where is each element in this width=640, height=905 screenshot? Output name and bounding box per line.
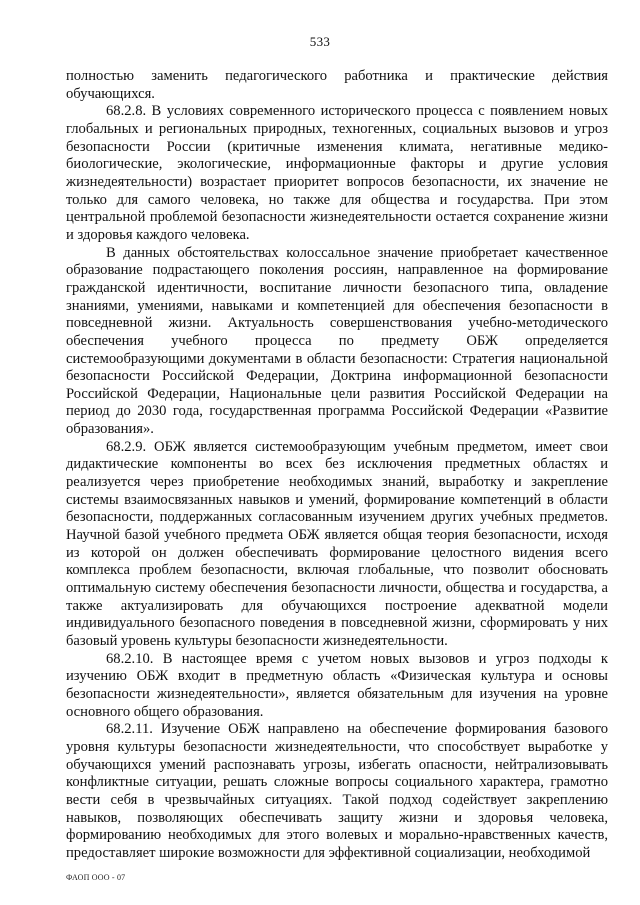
paragraph-68-2-9: 68.2.9. ОБЖ является системообразующим учебным предметом, имеет свои дидактические компоненты во всех без исключения предметных областях и реализуется через приобретение необходимых знаний, выработку и закрепление системы взаимосвязанных навыков и умений, формирование компетенций в области безопасности, поддержанных согласованным изучением других учебных предметов. Научной базой учебного предмета ОБЖ является общая теория безопасности, исходя из которой он должен обеспечивать формирование целостного видения всего комплекса проблем безопасности, включая глобальные, что позволит обосновать оптимальную систему обеспечения безопасности личности, общества и государства, а также актуализировать для обучающихся построение адекватной модели индивидуального безопасного поведения в повседневной жизни, сформировать у них базовый уровень культуры безопасности жизнедеятельности. (66, 438, 608, 649)
document-body (66, 68, 608, 863)
paragraph-68-2-11: 68.2.11. Изучение ОБЖ направлено на обеспечение формирования базового уровня культуры безопасности жизнедеятельности, что способствует выработке у обучающихся умений распознавать угрозы, избегать опасности, нейтрализовывать конфликтные ситуации, решать сложные вопросы социального характера, грамотно вести себя в чрезвычайных ситуациях. Такой подход содействует закреплению навыков, позволяющих обеспечивать защиту жизни и здоровья человека, формированию необходимых для этого волевых и морально-нравственных качеств, предоставляет широкие возможности для эффективной социализации, необходимой (66, 721, 608, 861)
paragraph-68-2-10: 68.2.10. В настоящее время с учетом новых вызовов и угроз подходы к изучению ОБЖ входит в предметную область «Физическая культура и основы безопасности жизнедеятельности», является обязательным для изучения на уровне основного общего образования. (66, 650, 608, 720)
paragraph-68-2-8: 68.2.8. В условиях современного исторического процесса с появлением новых глобальных и региональных природных, техногенных, социальных вызовов и угроз безопасности России (критичные изменения климата, негативные медико-биологические, экологические, информационные факторы и другие условия жизнедеятельности) возрастает приоритет вопросов безопасности, их значение не только для самого человека, но также для общества и государства. При этом центральной проблемой безопасности жизнедеятельности остается сохранение жизни и здоровья каждого человека. (66, 103, 608, 243)
paragraph-circumstances: В данных обстоятельствах колоссальное значение приобретает качественное образование подрастающего поколения россиян, направленное на формирование гражданской идентичности, воспитание личности безопасного типа, овладение знаниями, умениями, навыками и компетенцией для обеспечения безопасности в повседневной жизни. Актуальность совершенствования учебно-методического обеспечения учебного процесса по предмету ОБЖ определяется системообразующими документами в области безопасности: Стратегия национальной безопасности Российской Федерации, Доктрина информационной безопасности Российской Федерации, Национальные цели развития Российской Федерации на период до 2030 года, государственная программа Российской Федерации «Развитие образования». (66, 244, 608, 438)
page-number: 533 (309, 34, 331, 49)
paragraph-continuation: полностью заменить педагогического работника и практические действия обучающихся. (66, 68, 608, 102)
footer-document-code: ФАОП ООО - 07 (66, 873, 126, 882)
